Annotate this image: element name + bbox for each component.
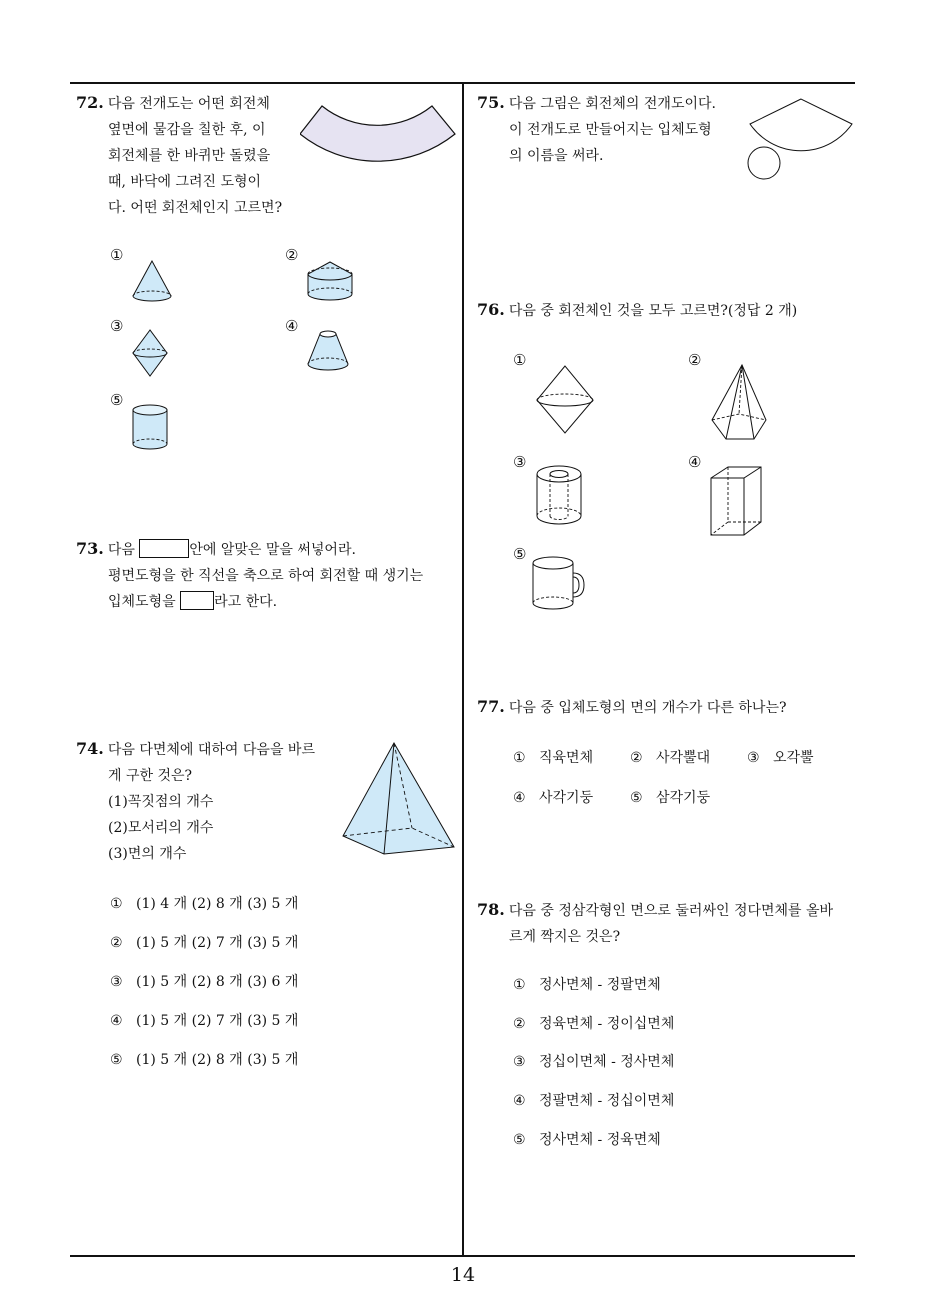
choice-mark[interactable]: ① [513, 351, 527, 369]
choice-mark: ② [513, 1016, 526, 1032]
hollow-cylinder-icon [534, 464, 584, 528]
choice-mark: ④ [110, 1013, 123, 1029]
question-text: 다음 중 회전체인 것을 모두 고르면?(정답 2 개) [508, 303, 798, 319]
option-1[interactable] [110, 893, 298, 913]
question-text: 다음 중 정삼각형인 면으로 둘러싸인 정다면체를 올바 [508, 903, 834, 919]
option-5[interactable] [110, 1049, 298, 1069]
question-number: 72. [76, 93, 104, 112]
question-text: 의 이름을 써라. [509, 148, 604, 164]
question-text: 때, 바닥에 그려진 도형이 [108, 174, 262, 190]
question-72 [76, 90, 282, 221]
question-text: 다음 그림은 회전체의 전개도이다. [508, 96, 716, 112]
choice-mark[interactable]: ④ [688, 453, 702, 471]
option-4[interactable] [110, 1010, 298, 1030]
cylinder-icon [130, 402, 170, 454]
choice-mark: ① [110, 896, 123, 912]
question-number: 77. [477, 697, 505, 716]
choice-mark: ⑤ [513, 1132, 526, 1148]
option-5[interactable] [630, 787, 710, 807]
question-number: 73. [76, 539, 104, 558]
question-text: 다. 어떤 회전체인지 고르면? [108, 200, 283, 216]
option-text: 사각기둥 [539, 790, 594, 806]
option-text: 정육면체 - 정이십면체 [539, 1016, 675, 1032]
option-text: 정사면체 - 정팔면체 [539, 977, 661, 993]
choice-mark: ② [630, 750, 643, 766]
option-text: (1) 5 개 (2) 7 개 (3) 5 개 [136, 935, 299, 951]
option-text: (1) 5 개 (2) 7 개 (3) 5 개 [136, 1013, 299, 1029]
choice-mark: ④ [513, 790, 526, 806]
option-4[interactable] [513, 1090, 674, 1110]
question-77 [477, 694, 786, 721]
option-3[interactable] [747, 747, 814, 767]
question-text: (1)꼭짓점의 개수 [108, 794, 214, 810]
question-text: 평면도형을 한 직선을 축으로 하여 회전할 때 생기는 [108, 568, 424, 584]
question-76 [477, 297, 797, 324]
choice-mark[interactable]: ③ [513, 453, 527, 471]
question-number: 74. [76, 739, 104, 758]
choice-mark: ③ [110, 974, 123, 990]
question-text: (2)모서리의 개수 [108, 820, 214, 836]
answer-blank[interactable] [139, 539, 189, 558]
choice-mark[interactable]: ② [688, 351, 702, 369]
question-text: 게 구한 것은? [108, 768, 193, 784]
question-78 [477, 897, 833, 950]
option-1[interactable] [513, 747, 593, 767]
option-3[interactable] [513, 1051, 674, 1071]
choice-mark[interactable]: ① [110, 246, 124, 264]
choice-mark[interactable]: ④ [285, 317, 299, 335]
option-text: 정십이면체 - 정사면체 [539, 1054, 675, 1070]
question-75 [477, 90, 716, 169]
option-2[interactable] [110, 932, 298, 952]
column-divider [462, 82, 464, 1256]
double-cone-outline-icon [534, 363, 596, 435]
question-text: 이 전개도로 만들어지는 입체도형 [509, 122, 712, 138]
choice-mark: ③ [513, 1054, 526, 1070]
cone-net-figure [745, 96, 857, 184]
page-number: 14 [450, 1264, 476, 1286]
question-text: 다음 [107, 542, 135, 558]
cone-on-cylinder-icon [305, 258, 355, 304]
question-text: 안에 알맞은 말을 써넣어라. [189, 542, 356, 558]
option-text: 오각뿔 [773, 750, 814, 766]
option-2[interactable] [630, 747, 710, 767]
question-text: 입체도형을 [108, 594, 176, 610]
sector-net-figure [300, 92, 460, 182]
rectangular-prism-icon [708, 464, 764, 538]
option-text: (1) 5 개 (2) 8 개 (3) 6 개 [136, 974, 299, 990]
choice-mark: ⑤ [110, 1052, 123, 1068]
option-1[interactable] [513, 974, 661, 994]
question-number: 75. [477, 93, 505, 112]
question-text: 르게 짝지은 것은? [509, 929, 621, 945]
question-text: (3)면의 개수 [108, 846, 187, 862]
option-text: 정사면체 - 정육면체 [539, 1132, 661, 1148]
choice-mark: ⑤ [630, 790, 643, 806]
choice-mark: ① [513, 750, 526, 766]
question-number: 78. [477, 900, 505, 919]
option-5[interactable] [513, 1129, 661, 1149]
question-text: 다음 다면체에 대하여 다음을 바르 [107, 742, 315, 758]
choice-mark: ③ [747, 750, 760, 766]
option-text: 삼각기둥 [656, 790, 711, 806]
option-text: (1) 5 개 (2) 8 개 (3) 5 개 [136, 1052, 299, 1068]
question-text: 옆면에 물감을 칠한 후, 이 [108, 122, 266, 138]
frustum-icon [305, 328, 351, 374]
question-text: 회전체를 한 바퀴만 돌렸을 [108, 148, 271, 164]
option-text: 정팔면체 - 정십이면체 [539, 1093, 675, 1109]
answer-blank[interactable] [180, 591, 214, 610]
cone-icon [130, 258, 174, 304]
option-text: 사각뿔대 [656, 750, 711, 766]
question-text: 다음 전개도는 어떤 회전체 [107, 96, 270, 112]
choice-mark[interactable]: ③ [110, 317, 124, 335]
bottom-rule [70, 1255, 855, 1257]
option-4[interactable] [513, 787, 593, 807]
choice-mark: ② [110, 935, 123, 951]
question-73 [76, 536, 423, 615]
question-text: 다음 중 입체도형의 면의 개수가 다른 하나는? [508, 700, 787, 716]
option-2[interactable] [513, 1013, 674, 1033]
double-cone-icon [130, 328, 170, 378]
option-text: (1) 4 개 (2) 8 개 (3) 5 개 [136, 896, 299, 912]
square-pyramid-figure [340, 740, 460, 858]
pentagonal-pyramid-icon [708, 362, 770, 442]
option-text: 직육면체 [539, 750, 594, 766]
choice-mark[interactable]: ② [285, 246, 299, 264]
mug-icon [530, 555, 586, 613]
question-number: 76. [477, 300, 505, 319]
question-74 [76, 736, 315, 867]
choice-mark[interactable]: ⑤ [513, 545, 527, 563]
option-3[interactable] [110, 971, 298, 991]
question-text: 라고 한다. [214, 594, 278, 610]
choice-mark[interactable]: ⑤ [110, 391, 124, 409]
choice-mark: ④ [513, 1093, 526, 1109]
choice-mark: ① [513, 977, 526, 993]
